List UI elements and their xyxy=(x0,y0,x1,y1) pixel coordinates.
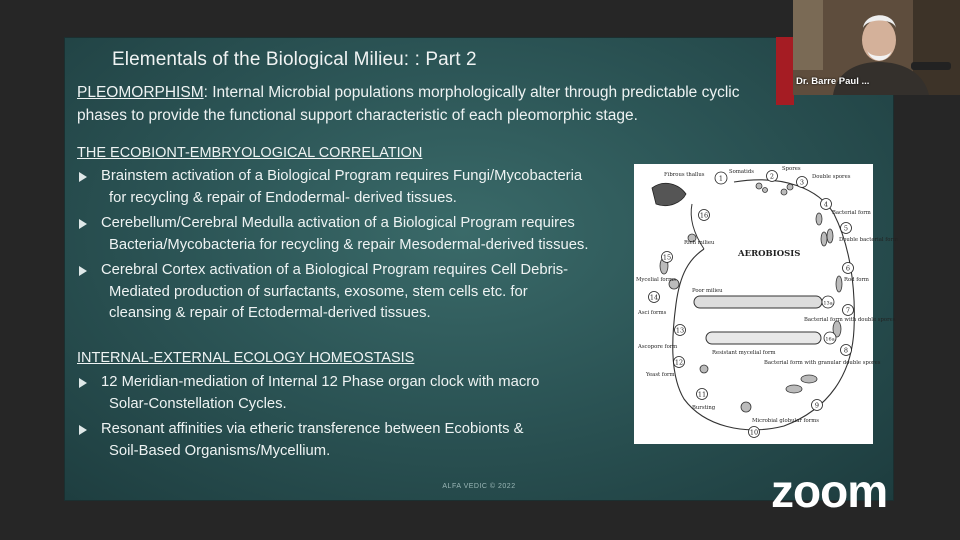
bullet-item xyxy=(77,213,637,256)
label-asci-forms: Asci forms xyxy=(638,310,667,316)
label-ascospore-form: Ascopore form xyxy=(638,344,678,350)
stage-9: 9 xyxy=(814,401,820,410)
stage-6: 6 xyxy=(845,264,851,273)
label-resistant-mycelial: Resistant mycelial form xyxy=(712,350,776,356)
bullet-item xyxy=(77,419,637,462)
label-somatids: Somatids xyxy=(729,169,754,175)
stage-1: 1 xyxy=(718,174,724,183)
bullet-line: 12 Meridian-mediation of Internal 12 Phase organ clock with macro xyxy=(101,374,540,390)
diagram-labels xyxy=(636,166,898,424)
fibrous-thallus-shape xyxy=(652,183,686,205)
label-fibrous-thallus: Fibrous thallus xyxy=(664,172,705,178)
bullet-line: Brainstem activation of a Biological Program requires Fungi/Mycobacteria xyxy=(101,168,583,184)
label-bacterial-double-spores: Bacterial form with double spores xyxy=(804,317,896,323)
bullet-line: Resonant affinities via etheric transference between Ecobionts & xyxy=(101,421,524,437)
bullet-item xyxy=(77,260,637,325)
ecobiont-bullet-list xyxy=(77,166,637,329)
stage-8: 8 xyxy=(843,346,849,355)
stage-12: 12 xyxy=(674,358,684,367)
stage-3: 3 xyxy=(799,178,805,187)
label-bacterial-granular: Bacterial form with granular double spores xyxy=(764,360,881,366)
resistant-mycelial-shape xyxy=(706,332,821,344)
label-spores: Spores xyxy=(782,166,801,172)
bullet-triangle-icon xyxy=(79,378,87,388)
label-bursting: Bursting xyxy=(692,405,716,411)
label-yeast-form: Yeast form xyxy=(646,372,675,378)
zoom-logo: zoom xyxy=(771,465,888,517)
bullet-triangle-icon xyxy=(79,266,87,276)
pleomorphism-text: : Internal Microbial populations morphologically alter through predictable cyclic phases to provide the functional support characteristic of each pleomorphic stage. xyxy=(77,84,740,124)
stage-13: 13 xyxy=(675,326,685,335)
bullet-line: cleansing & repair of Ectodermal-derived tissues. xyxy=(109,305,431,321)
bullet-line: Cerebellum/Cerebral Medulla activation of a Biological Program requires xyxy=(101,215,575,231)
stage-13a: 13a xyxy=(823,300,833,307)
label-bacterial-form: Bacterial form xyxy=(832,210,871,216)
bullet-item xyxy=(77,372,637,415)
label-rod-form: Rod form xyxy=(844,277,869,283)
section-heading-ecology: INTERNAL-EXTERNAL ECOLOGY HOMEOSTASIS xyxy=(77,350,415,366)
label-double-bacterial: Double bacterial form xyxy=(839,237,898,243)
stage-15: 15 xyxy=(662,253,672,262)
bullet-line: Cerebral Cortex activation of a Biological Program requires Cell Debris- xyxy=(101,262,569,278)
stage-4: 4 xyxy=(823,200,829,209)
ecology-bullet-list xyxy=(77,372,637,466)
bullet-triangle-icon xyxy=(79,219,87,229)
bullet-line: Solar-Constellation Cycles. xyxy=(109,395,287,412)
stage-11: 11 xyxy=(697,390,707,399)
bullet-item xyxy=(77,166,637,209)
bullet-line: Bacteria/Mycobacteria for recycling & repair Mesodermal-derived tissues. xyxy=(109,236,589,253)
slide-footer: ALFA VEDIC © 2022 xyxy=(442,483,516,490)
slide-title: Elementals of the Biological Milieu: : Part 2 xyxy=(112,49,477,70)
stage-16: 16 xyxy=(699,211,709,220)
label-double-spores: Double spores xyxy=(812,174,851,180)
stage-5: 5 xyxy=(843,224,849,233)
stage-14: 14 xyxy=(649,293,659,302)
bullet-line: for recycling & repair of Endodermal- derived tissues. xyxy=(109,189,457,206)
aerobiosis-label: AEROBIOSIS xyxy=(738,249,801,259)
label-mycelial-forms: Mycelial forms xyxy=(636,277,676,283)
label-microbial-globular: Microbial globular forms xyxy=(752,418,819,424)
pleomorphic-cycle-diagram xyxy=(634,164,898,444)
stage-7: 7 xyxy=(845,306,851,315)
label-rich-milieu: Rich milieu xyxy=(684,240,715,246)
label-poor-milieu: Poor milieu xyxy=(692,288,723,294)
presentation-slide xyxy=(64,37,898,501)
pleomorphism-paragraph xyxy=(77,81,777,127)
bullet-triangle-icon xyxy=(79,172,87,182)
participant-name: Dr. Barre Paul ... xyxy=(796,76,870,87)
section-heading-ecobiont: THE ECOBIONT-EMBRYOLOGICAL CORRELATION xyxy=(77,145,423,161)
stage-2: 2 xyxy=(769,172,775,181)
stage-10: 10 xyxy=(749,428,759,437)
stage-16a: 16a xyxy=(825,336,835,343)
bullet-triangle-icon xyxy=(79,425,87,435)
participant-video-tile[interactable] xyxy=(793,0,960,95)
slide-accent-tab xyxy=(776,37,794,105)
bullet-line: Mediated production of surfactants, exosome, stem cells etc. for xyxy=(109,283,528,300)
bullet-line: Soil-Based Organisms/Mycellium. xyxy=(109,442,331,459)
mycelial-rod-shape xyxy=(694,296,822,308)
pleomorphism-label: PLEOMORPHISM xyxy=(77,84,204,101)
cycle-diagram-svg xyxy=(634,164,898,444)
